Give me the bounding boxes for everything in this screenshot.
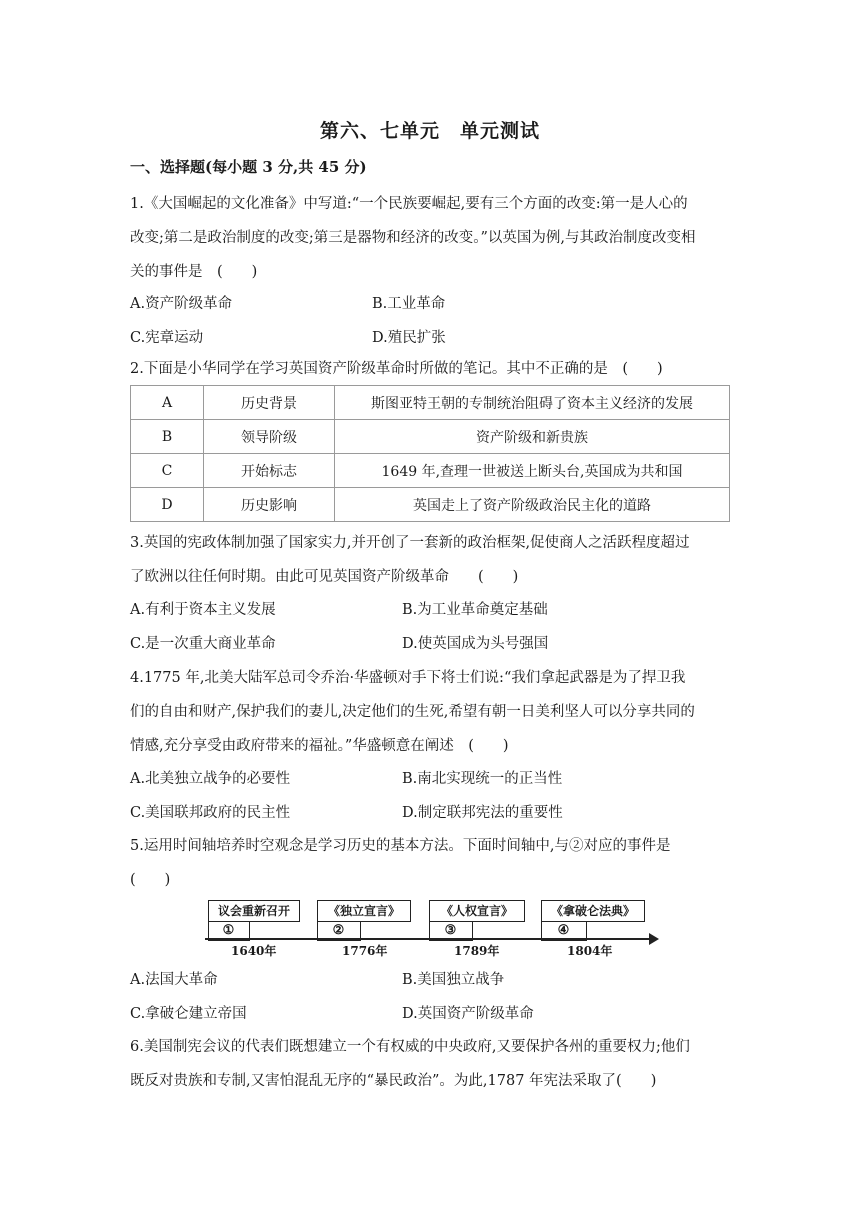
question-5-line-1: 5.运用时间轴培养时空观念是学习历史的基本方法。下面时间轴中,与②对应的事件是 [130,838,671,854]
table-cell: C [131,454,204,488]
table-cell: 开始标志 [204,454,335,488]
q4-option-d[interactable]: D.制定联邦宪法的重要性 [402,805,563,821]
timeline-marker: ② [317,921,361,941]
question-1-line-3: 关的事件是 ( ) [130,264,258,280]
notes-table [130,385,730,522]
timeline-event-3 [429,900,525,938]
timeline-figure [205,900,661,958]
timeline-event-label: 《独立宣言》 [327,904,400,918]
table-cell: 1649 年,查理一世被送上断头台,英国成为共和国 [335,454,730,488]
question-6-line-2: 既反对贵族和专制,又害怕混乱无序的“暴民政治”。为此,1787 年宪法采取了( ) [130,1073,657,1089]
table-cell: 英国走上了资产阶级政治民主化的道路 [335,488,730,522]
q3-option-d[interactable]: D.使英国成为头号强国 [402,636,549,652]
table-cell: 历史影响 [204,488,335,522]
q1-option-a[interactable]: A.资产阶级革命 [130,296,233,312]
question-1-line-2: 改变;第二是政治制度的改变;第三是器物和经济的改变。”以英国为例,与其政治制度改变相 [130,230,696,246]
page-title: 第六、七单元 单元测试 [319,120,540,142]
table-row [131,420,730,454]
table-cell: 历史背景 [204,386,335,420]
question-3-line-1: 3.英国的宪政体制加强了国家实力,并开创了一套新的政治框架,促使商人之活跃程度超过 [130,535,690,551]
table-cell: 资产阶级和新贵族 [335,420,730,454]
timeline-event-label: 议会重新召开 [217,904,290,918]
timeline-event-label: 《人权宣言》 [440,904,513,918]
table-row [131,488,730,522]
table-row [131,386,730,420]
timeline-year: 1789年 [454,944,500,958]
table-cell: B [131,420,204,454]
q4-option-c[interactable]: C.美国联邦政府的民主性 [130,805,291,821]
question-4-line-1: 4.1775 年,北美大陆军总司令乔治·华盛顿对手下将士们说:“我们拿起武器是为了捍卫我 [130,670,686,686]
q4-option-a[interactable]: A.北美独立战争的必要性 [130,771,291,787]
table-cell: A [131,386,204,420]
timeline-marker: ④ [541,921,587,941]
timeline-event-label: 《拿破仑法典》 [550,904,635,918]
timeline-year: 1640年 [231,944,277,958]
q5-option-d[interactable]: D.英国资产阶级革命 [402,1006,534,1022]
q1-option-b[interactable]: B.工业革命 [372,296,446,312]
timeline-axis [205,938,651,940]
question-4-line-2: 们的自由和财产,保护我们的妻儿,决定他们的生死,希望有朝一日美利坚人可以分享共同的 [130,704,695,720]
q5-option-a[interactable]: A.法国大革命 [130,972,218,988]
table-cell: 斯图亚特王朝的专制统治阻碍了资本主义经济的发展 [335,386,730,420]
q5-option-c[interactable]: C.拿破仑建立帝国 [130,1006,247,1022]
timeline-year: 1804年 [567,944,613,958]
section-heading: 一、选择题(每小题 3 分,共 45 分) [130,158,367,176]
question-6-line-1: 6.美国制宪会议的代表们既想建立一个有权威的中央政府,又要保护各州的重要权力;他们 [130,1039,690,1055]
timeline-event-2 [317,900,411,938]
question-5-line-2: ( ) [130,872,171,888]
q4-option-b[interactable]: B.南北实现统一的正当性 [402,771,563,787]
timeline-marker: ① [208,921,250,941]
timeline-year: 1776年 [342,944,388,958]
q3-option-a[interactable]: A.有利于资本主义发展 [130,602,276,618]
timeline-marker: ③ [429,921,473,941]
q3-option-b[interactable]: B.为工业革命奠定基础 [402,602,548,618]
table-row [131,454,730,488]
question-4-line-3: 情感,充分享受由政府带来的福祉。”华盛顿意在阐述 ( ) [130,738,509,754]
q3-option-c[interactable]: C.是一次重大商业革命 [130,636,276,652]
question-2-line-1: 2.下面是小华同学在学习英国资产阶级革命时所做的笔记。其中不正确的是 ( ) [130,361,663,377]
q1-option-d[interactable]: D.殖民扩张 [372,330,446,346]
timeline-event-4 [541,900,645,938]
q5-option-b[interactable]: B.美国独立战争 [402,972,505,988]
timeline-arrow-icon [649,933,659,945]
timeline-event-1 [208,900,300,938]
question-3-line-2: 了欧洲以往任何时期。由此可见英国资产阶级革命 ( ) [130,569,519,585]
question-1-line-1: 1.《大国崛起的文化准备》中写道:“一个民族要崛起,要有三个方面的改变:第一是人心的 [130,196,688,212]
q1-option-c[interactable]: C.宪章运动 [130,330,204,346]
table-cell: D [131,488,204,522]
table-cell: 领导阶级 [204,420,335,454]
